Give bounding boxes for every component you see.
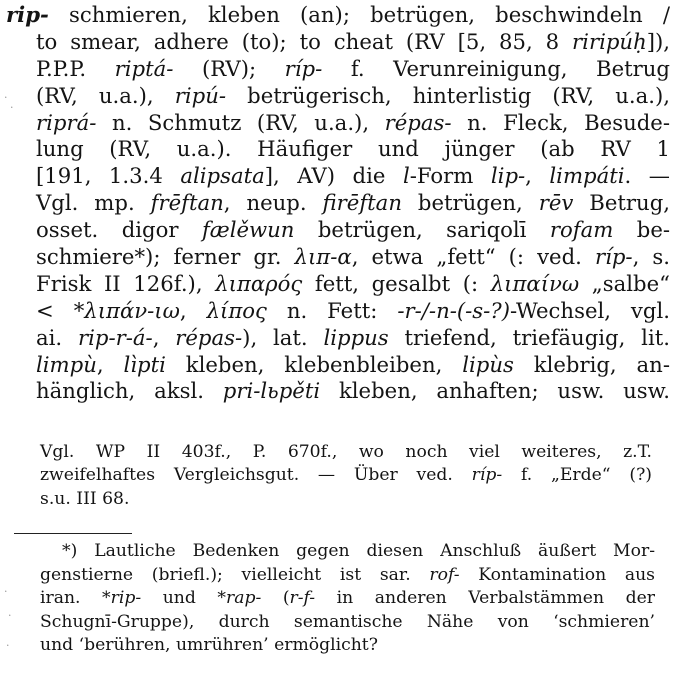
footnote-line: genstierne (briefl.); vielleicht ist sar. rof- Kontamination aus [40,564,655,585]
entry-line: Vgl. mp. frēftan, neup. firēftan betrügen, rēv Betrug, [36,190,670,216]
scan-speck: · [10,101,14,114]
entry-line: to smear, adhere (to); to cheat (RV [5, 85, 8 riripúḥ]), [36,28,670,54]
entry-line: osset. digor fælěwun betrügen, sariqolī rofam be- [36,217,671,243]
entry-line: schmiere*); ferner gr. λιπ-α, etwa „fett“ (: ved. ríp-, s. [36,244,670,270]
entry-line: < *λιπάν-ιω, λίπος n. Fett: -r-/-n-(-s-?)-Wechsel, vgl. [36,297,670,323]
dictionary-entry [6,2,670,405]
entry-line: limpù, lìpti kleben, klebenbleiben, lipùs klebrig, an- [36,351,670,377]
footnote-line: Schugnī-Gruppe), durch semantische Nähe von ‘schmieren’ [40,611,655,632]
footnote [40,540,655,658]
headword: rip- [6,2,49,27]
footnote-separator [14,533,132,534]
footnote-line: und ‘berühren, umrühren’ ermöglicht? [40,635,378,656]
entry-line: riprá- n. Schmutz (RV, u.a.), répas- n. Fleck, Besude- [36,109,670,135]
entry-line: rip- schmieren, kleben (an); betrügen, beschwindeln / [6,2,670,27]
scan-speck: · [4,585,8,598]
scan-speck: · [6,639,10,652]
footnote-line: iran. *rip- und *rap- (r-f- in anderen Verbalstämmen der [40,588,655,609]
reference-line: Vgl. WP II 403f., P. 670f., wo noch viel weiteres, z.T. [40,442,652,462]
entry-line: hänglich, aksl. pri-lьpěti kleben, anhaften; usw. usw. [36,378,670,404]
entry-line: P.P.P. riptá- (RV); ríp- f. Verunreinigung, Betrug [36,55,670,81]
scan-speck: · [8,609,12,622]
reference-line: s.u. III 68. [40,488,130,509]
entry-line: (RV, u.a.), ripú- betrügerisch, hinterlistig (RV, u.a.), [36,82,671,108]
entry-line: [191, 1.3.4 alipsata], AV) die l-Form lip-, limpáti. — [36,163,670,189]
reference-line: zweifelhaftes Vergleichsgut. — Über ved. ríp- f. „Erde“ (?) [40,465,652,486]
footnote-line: *) Lautliche Bedenken gegen diesen Anschluß äußert Mor- [62,541,655,561]
entry-line: Frisk II 126f.), λιπαρός fett, gesalbt (: λιπαίνω „salbe“ [36,270,670,296]
entry-line: lung (RV, u.a.). Häufiger und jünger (ab RV 1 [36,136,670,162]
references-block [40,441,652,511]
scan-speck: · [4,91,8,104]
entry-line: ai. rip-r-á-, répas-), lat. lippus triefend, triefäugig, lit. [36,324,670,350]
